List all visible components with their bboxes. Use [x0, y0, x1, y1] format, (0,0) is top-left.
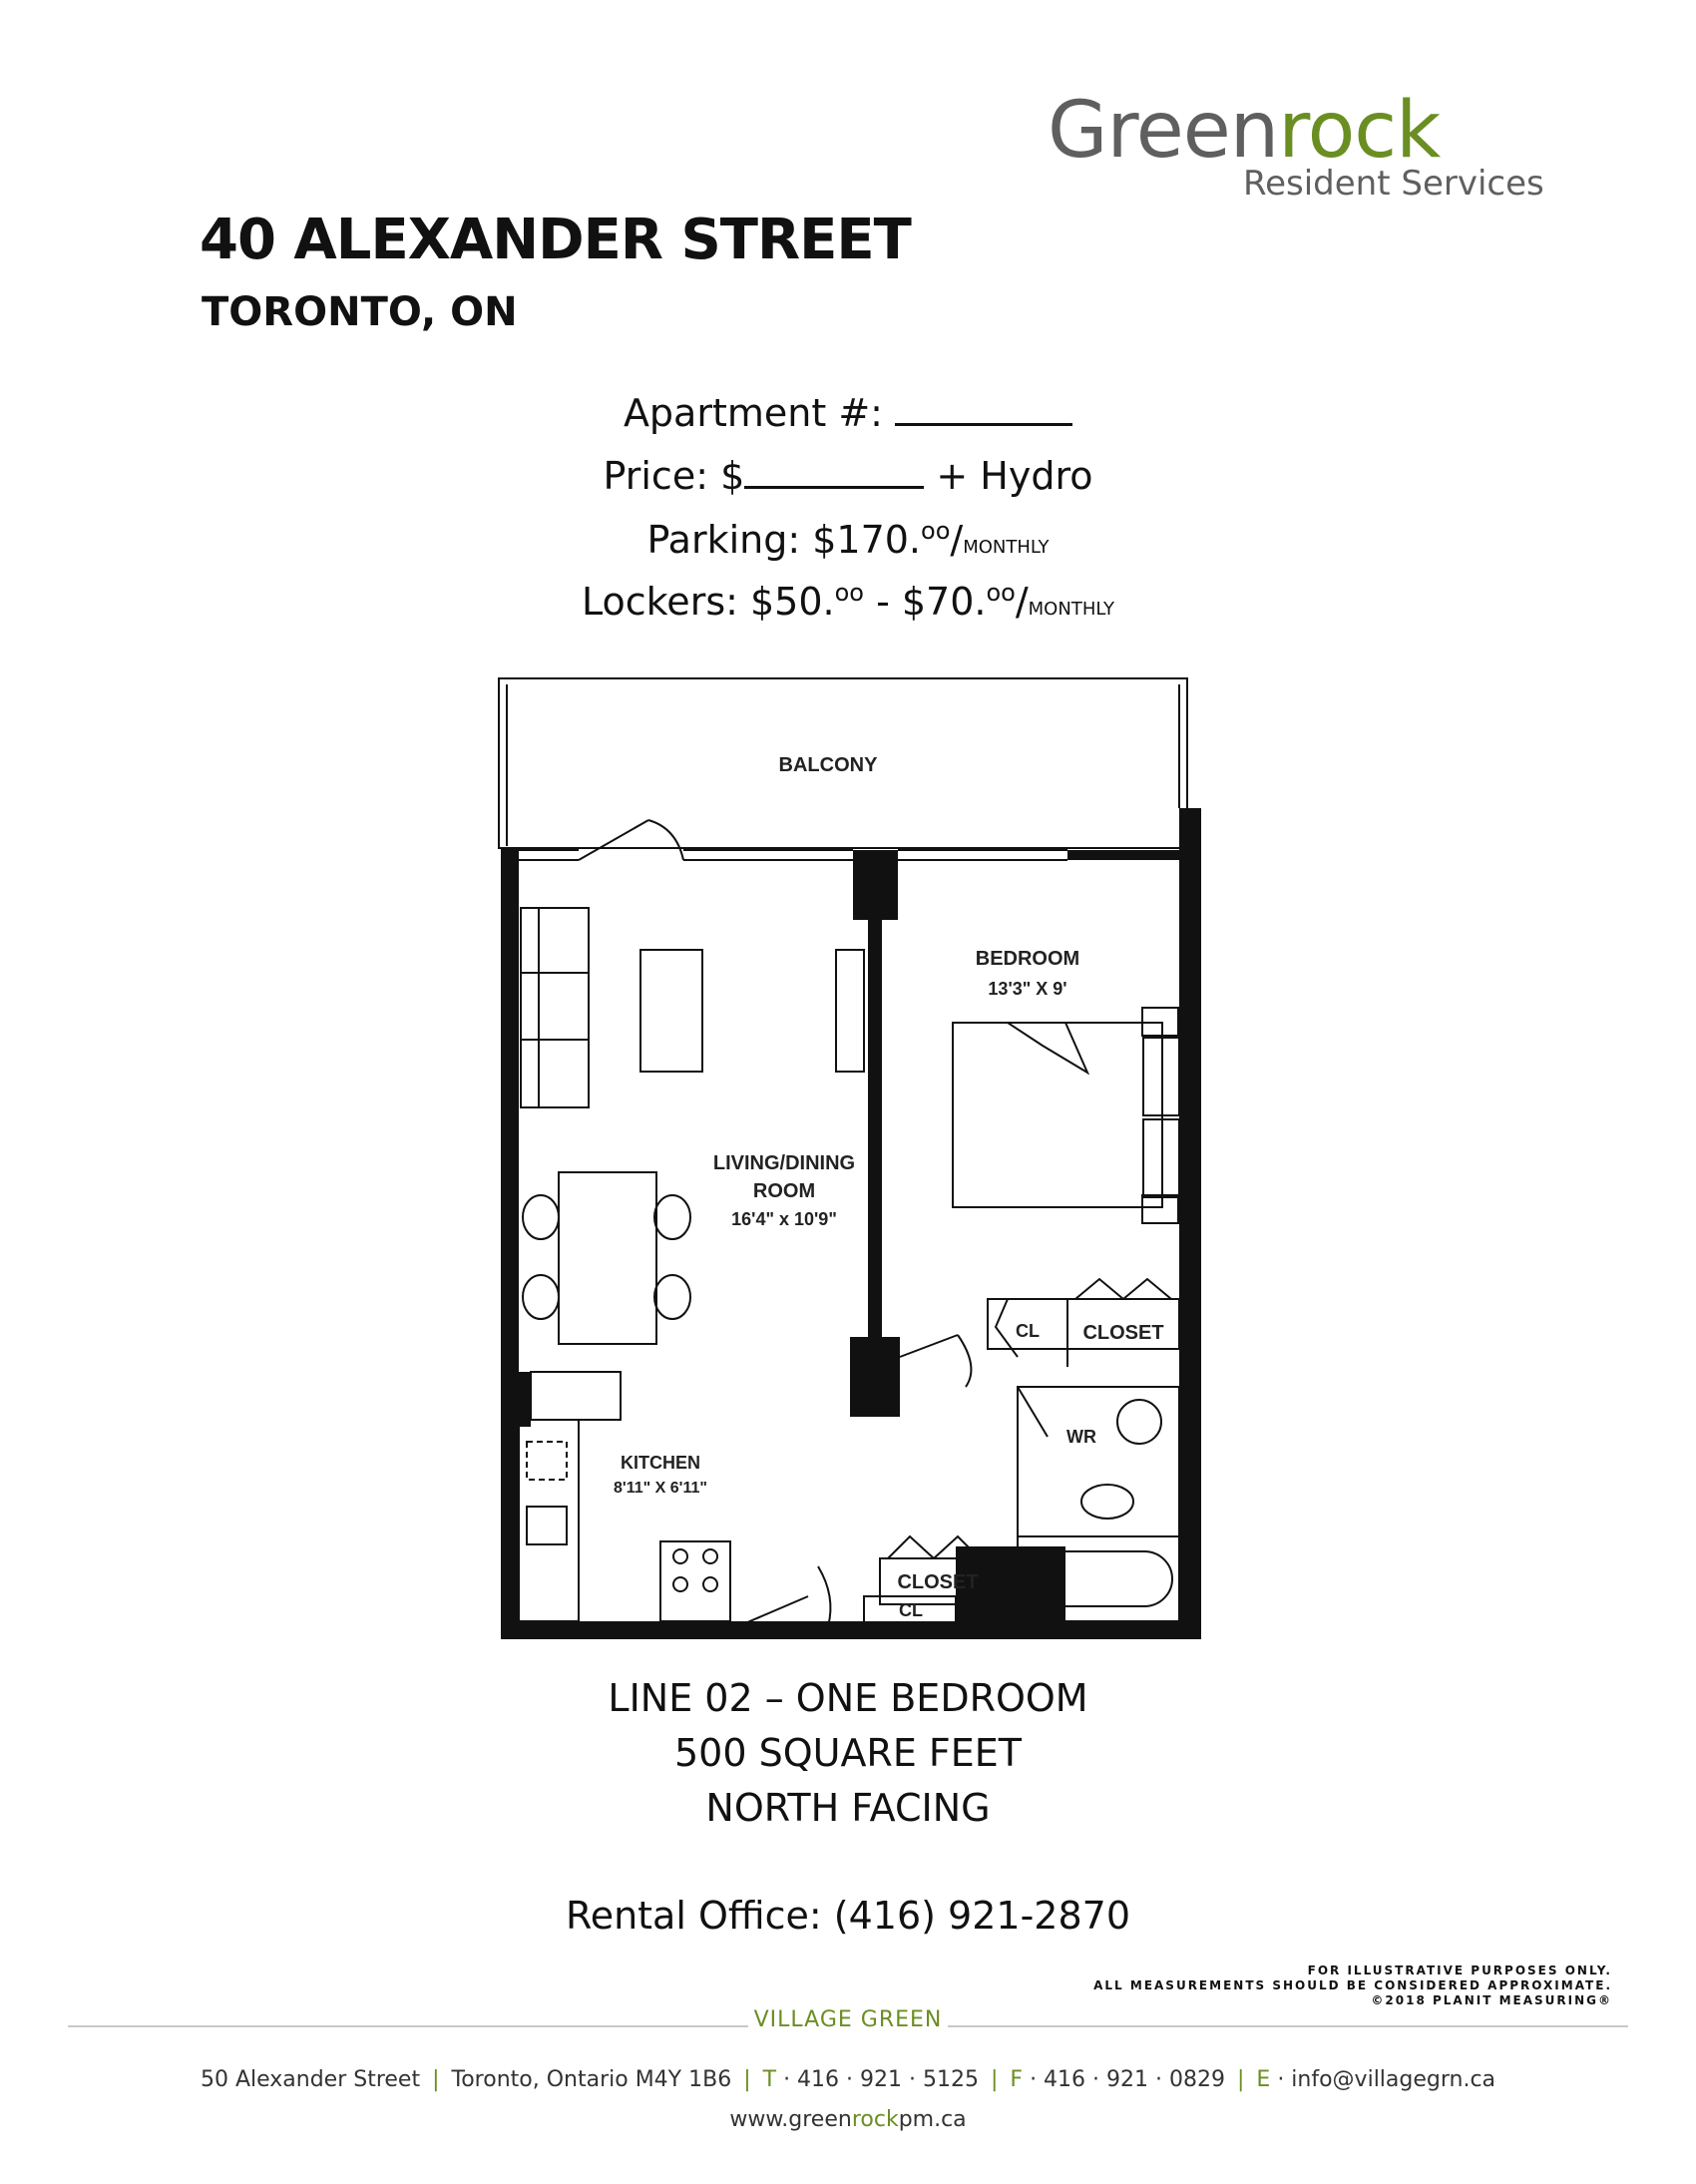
price-label: Price: $	[603, 454, 745, 498]
disclaimer-3: ©2018 PLANIT MEASURING®	[1371, 1993, 1612, 2007]
logo-rock: rock	[1278, 86, 1441, 176]
closet-label-1: CLOSET	[1082, 1322, 1164, 1344]
footer-f-label: F	[1010, 2067, 1024, 2092]
parking-period: MONTHLY	[963, 537, 1050, 558]
footer-e-label: E	[1256, 2067, 1271, 2092]
partition-wall	[868, 918, 882, 1347]
footer-city: Toronto, Ontario M4Y 1B6	[451, 2067, 732, 2092]
lockers-mid: - $70.	[863, 580, 987, 624]
parking-unit: /	[950, 518, 964, 562]
column-top	[853, 850, 898, 920]
parking-label: Parking: $170.	[646, 518, 922, 562]
wr-label: WR	[1066, 1427, 1096, 1447]
footer-brand: VILLAGE GREEN	[748, 2007, 948, 2032]
footer-separator: |	[432, 2067, 440, 2092]
closet-label-2: CLOSET	[897, 1571, 979, 1593]
kitchen-dims: 8'11" X 6'11"	[614, 1480, 707, 1497]
living-dims: 16'4" x 10'9"	[731, 1209, 837, 1229]
bedroom-label: BEDROOM	[975, 948, 1080, 970]
footer-website[interactable]	[0, 2107, 1696, 2132]
lockers-unit: /	[1015, 580, 1029, 624]
parking-cents: oo	[921, 517, 951, 545]
web-pre: www.green	[729, 2107, 852, 2132]
footer-fax: · 416 · 921 · 0829	[1030, 2067, 1225, 2092]
apartment-label: Apartment #:	[623, 391, 883, 435]
spec-line: LINE 02 – ONE BEDROOM	[608, 1676, 1088, 1720]
lockers-cents-2: oo	[986, 579, 1016, 607]
parking-line	[449, 517, 1247, 562]
wall-west	[501, 848, 519, 1636]
spec-area: 500 SQUARE FEET	[673, 1731, 1023, 1775]
greenrock-logo	[1048, 86, 1544, 204]
disclaimer-1: FOR ILLUSTRATIVE PURPOSES ONLY.	[1307, 1964, 1612, 1977]
closet-cl-label-1: CL	[1016, 1321, 1040, 1341]
logo-subtitle: Resident Services	[1243, 164, 1544, 204]
column-mid	[850, 1337, 900, 1417]
footer-separator: |	[743, 2067, 751, 2092]
city-subtitle: TORONTO, ON	[202, 289, 518, 335]
price-blank	[744, 456, 924, 489]
disclaimer-2: ALL MEASUREMENTS SHOULD BE CONSIDERED APPROXIMATE.	[1093, 1978, 1612, 1992]
lockers-line	[449, 579, 1247, 624]
footer-contact	[0, 2067, 1696, 2092]
living-label-2: ROOM	[752, 1180, 816, 1202]
closet-cl-label-2: CL	[899, 1600, 923, 1620]
price-suffix: + Hydro	[936, 454, 1093, 498]
footer-phone[interactable]: · 416 · 921 · 5125	[783, 2067, 979, 2092]
web-post: pm.ca	[898, 2107, 967, 2132]
spec-facing: NORTH FACING	[705, 1786, 991, 1830]
logo-green: Green	[1048, 86, 1279, 176]
footer-separator: |	[1236, 2067, 1245, 2092]
rental-office: Rental Office: (416) 921-2870	[566, 1894, 1130, 1938]
apartment-line	[449, 391, 1247, 435]
bedroom-dims: 13'3" X 9'	[988, 979, 1067, 999]
lockers-cents-1: oo	[834, 579, 864, 607]
logo-wordmark	[1048, 86, 1441, 176]
wall-east	[1179, 808, 1201, 1639]
footer-email[interactable]: · info@villagegrn.ca	[1277, 2067, 1496, 2092]
footer-separator: |	[990, 2067, 999, 2092]
lockers-period: MONTHLY	[1028, 599, 1114, 620]
apartment-blank	[895, 393, 1072, 426]
lockers-label: Lockers: $50.	[582, 580, 835, 624]
footer-address: 50 Alexander Street	[200, 2067, 421, 2092]
kitchen-wall	[501, 1372, 531, 1427]
web-mid: rock	[851, 2107, 899, 2132]
footer-t-label: T	[762, 2067, 777, 2092]
living-label-1: LIVING/DINING	[712, 1152, 856, 1174]
price-line	[449, 454, 1247, 498]
floor-plan	[489, 668, 1207, 1646]
balcony-label: BALCONY	[778, 754, 878, 776]
street-title: 40 ALEXANDER STREET	[200, 208, 911, 272]
wall-south	[501, 1621, 1199, 1639]
kitchen-label: KITCHEN	[621, 1453, 700, 1473]
